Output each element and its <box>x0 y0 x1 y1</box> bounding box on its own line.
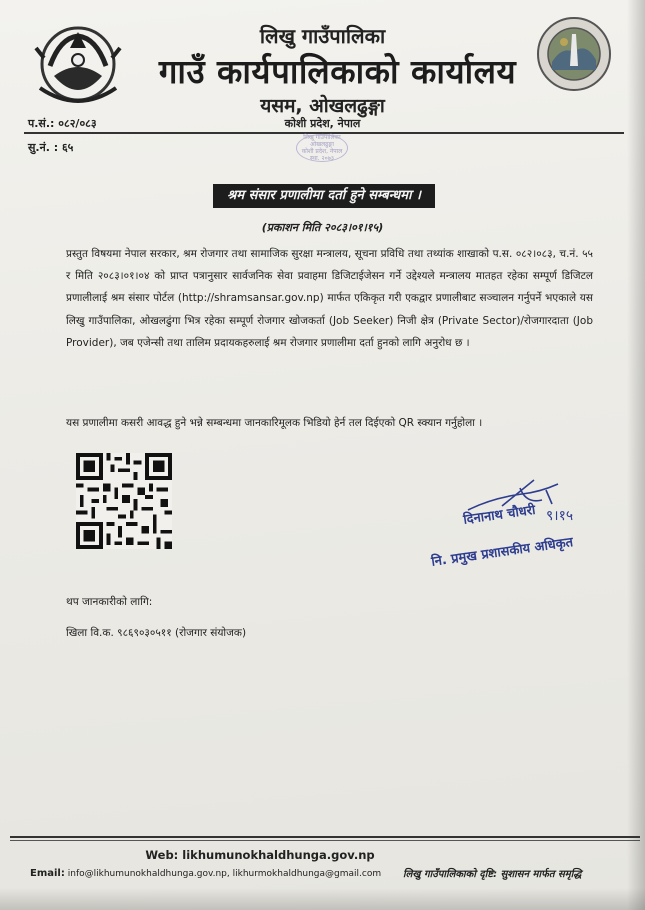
office-location: यसम, ओखलढुङ्गा <box>260 95 385 117</box>
page-bottom-shadow <box>0 888 645 910</box>
page-edge-shadow <box>627 0 645 910</box>
more-info-label: थप जानकारीको लागि: <box>66 596 153 608</box>
qr-instruction: यस प्रणालीमा कसरी आवद्ध हुने भन्ने सम्बन्धमा जानकारिमूलक भिडियो हेर्न तल दिईएको QR स्क्यान गर्नुहोला । <box>66 417 483 429</box>
signatory-name: दिनानाथ चौधरी <box>462 502 537 528</box>
subject-heading: श्रम संसार प्रणालीमा दर्ता हुने सम्बन्धमा । <box>213 184 435 208</box>
footer-divider <box>10 836 640 838</box>
footer-email[interactable] <box>30 868 381 879</box>
body-paragraph: प्रस्तुत विषयमा नेपाल सरकार, श्रम रोजगार तथा सामाजिक सुरक्षा मन्त्रालय, सूचना प्रविधि तथा तथ्यांक शाखाको प.स. ०८२।०८३, च.नं. ५५ र मिति २०८३।०१।०४ को प्राप्त पत्रानुसार सार्वजनिक सेवा प्रवाहमा डिजिटाईजेसन गर्ने उद्देश्यले मन्त्रालय मातहत रहेका सम्पूर्ण डिजिटल प्रणालीलाई श्रम संसार पोर्टल (http://shramsansar.gov.np) मार्फत एकिकृत गरी एकद्वार प्रणालीबाट सञ्चालन गर्नुपर्ने भएकाले यस लिखु गाउँपालिका, ओखलढुंगा भित्र रहेका सम्पूर्ण रोजगार खोजकर्ता (Job Seeker) निजी क्षेत्र (Private Sector)/रोजगारदाता (Job Provider), जब एजेन्सी तथा तालिम प्रदायकहरुलाई श्रम रोजगार प्रणालीमा दर्ता हुनको लागि अनुरोध छ । <box>66 248 593 349</box>
province-name: कोशी प्रदेश, नेपाल <box>284 117 361 130</box>
contact-person: खिला वि.क. ९८६९०३०५११ (रोजगार संयोजक) <box>66 627 247 639</box>
stamp-line: लिखु गाउँपालिका <box>303 134 341 141</box>
footer-motto: लिखु गाउँपालिकाको दृष्टि: सुशासन मार्फत समृद्धि <box>403 869 582 880</box>
office-title: गाउँ कार्यपालिकाको कार्यालय <box>158 52 517 91</box>
publication-date: (प्रकाशन मिति २०८३।०१।१५) <box>261 221 384 234</box>
footer-website[interactable]: Web: likhumunokhaldhunga.gov.np <box>145 848 375 862</box>
reference-number: प.सं.: ०८२/०८३ <box>28 117 97 130</box>
qr-code-icon[interactable] <box>76 452 172 550</box>
email-addresses[interactable]: info@likhumunokhaldhunga.gov.np, likhurmokhaldhunga@gmail.com <box>67 869 382 879</box>
stamp-ring <box>296 134 348 162</box>
stamp-line: कोशी प्रदेश, नेपाल <box>301 148 343 155</box>
signature-date: ९।१५ <box>546 508 574 522</box>
stamp-line: ओखलढुङ्गा <box>310 141 334 148</box>
municipality-name: लिखु गाउँपालिका <box>259 24 386 48</box>
footer-divider-thin <box>10 840 640 841</box>
email-label: Email: <box>30 868 65 879</box>
office-stamp <box>296 134 348 162</box>
dispatch-number: सु.नं. : ६५ <box>28 141 74 154</box>
stamp-line: स्था. २०७३ <box>310 155 334 162</box>
signatory-title: नि. प्रमुख प्रशासकीय अधिकृत <box>430 535 574 570</box>
